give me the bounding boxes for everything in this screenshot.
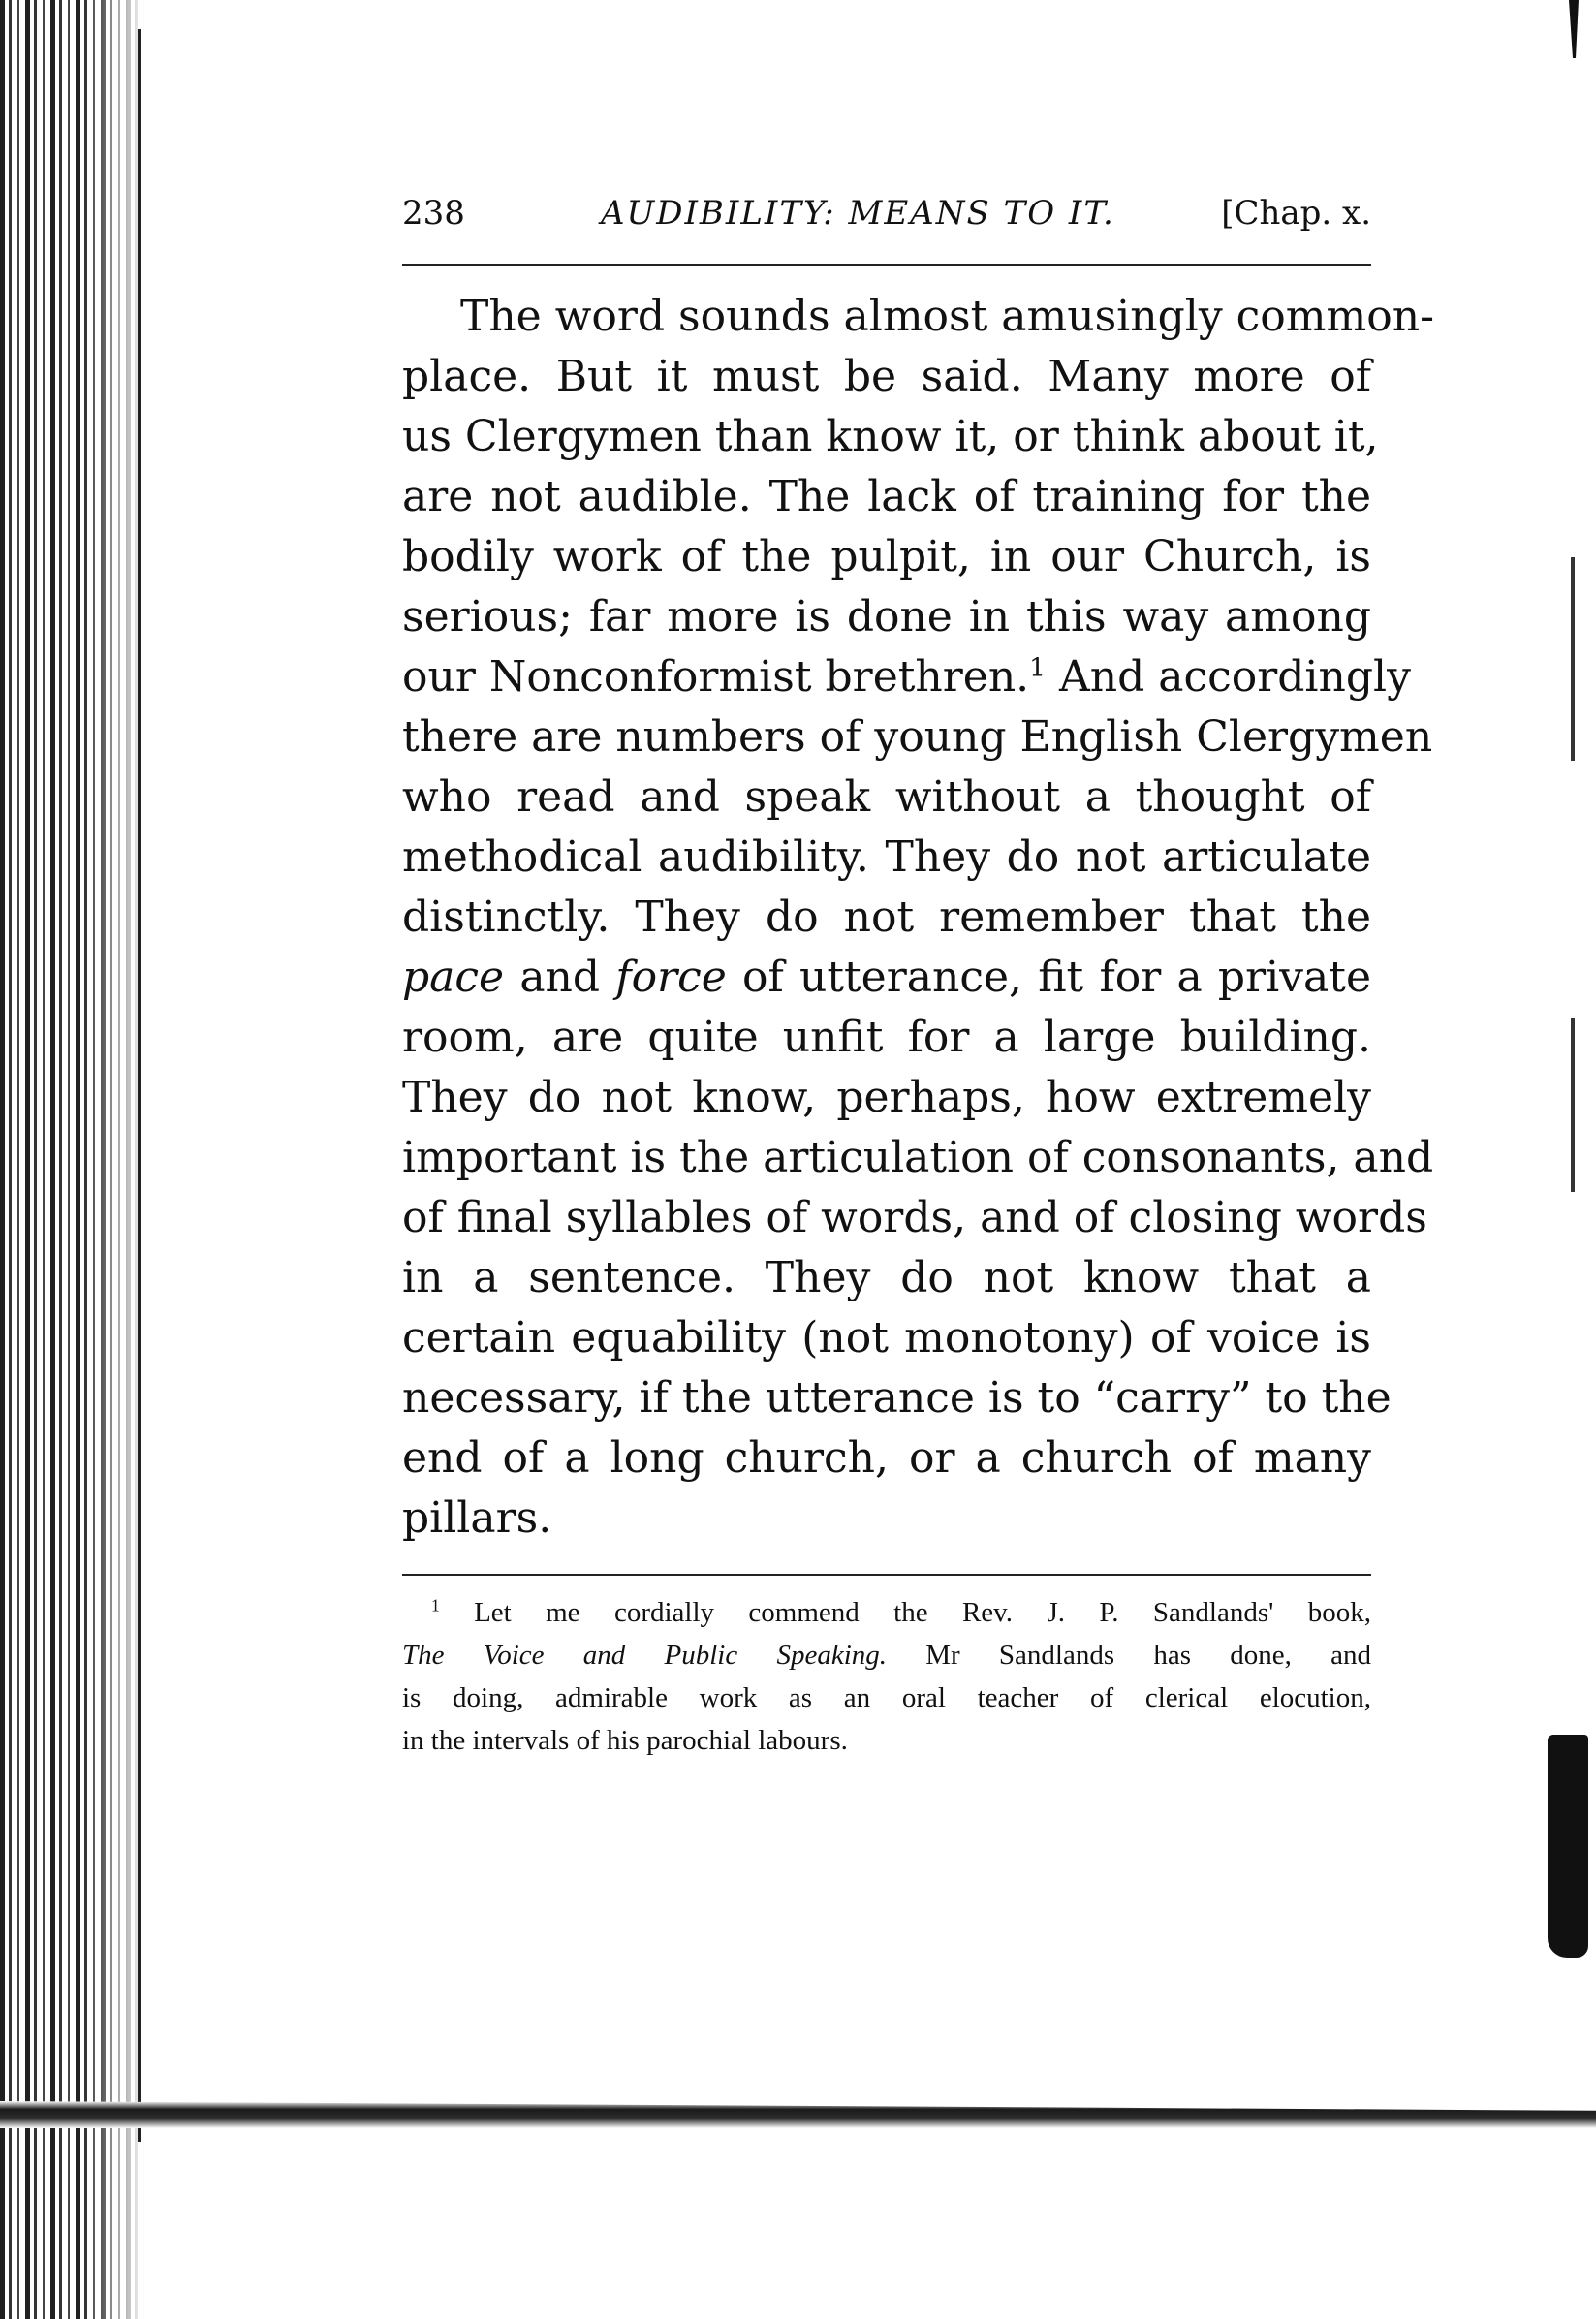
- text-segment: Mr Sandlands has done, and: [925, 1640, 1372, 1671]
- text-line: [402, 948, 1371, 1008]
- footnote-marker: 1: [431, 1595, 440, 1615]
- footnote-line: [402, 1591, 1371, 1634]
- text-line: are not audible. The lack of training for the: [402, 472, 1371, 521]
- footnote-line: [402, 1634, 1371, 1677]
- text-line: methodical audibility. They do not articulate: [402, 832, 1371, 882]
- scan-gutter-fade: [87, 0, 155, 2319]
- italic-word: force: [615, 953, 727, 1002]
- text-segment: our Nonconformist brethren.: [402, 652, 1030, 702]
- footnote-line: in the intervals of his parochial labours.: [402, 1725, 848, 1756]
- running-head: [402, 184, 1371, 242]
- text-line: in a sentence. They do not know that a: [402, 1253, 1371, 1302]
- text-segment: of utterance, fit for a private: [742, 953, 1371, 1002]
- text-line: important is the articulation of consonants, and: [402, 1133, 1434, 1182]
- footnote-rule: [402, 1574, 1371, 1576]
- text-line: of final syllables of words, and of closing words: [402, 1193, 1427, 1242]
- text-line: certain equability (not monotony) of voice is: [402, 1313, 1371, 1363]
- footnote: [402, 1591, 1371, 1762]
- scan-gutter-line: [138, 29, 141, 2142]
- footnote-line: is doing, admirable work as an oral teacher of clerical elocution,: [402, 1682, 1371, 1713]
- text-line: They do not know, perhaps, how extremely: [402, 1073, 1371, 1122]
- scan-right-mark: [1571, 1018, 1575, 1192]
- text-line: place. But it must be said. Many more of: [402, 352, 1371, 401]
- text-line: room, are quite unfit for a large building.: [402, 1013, 1371, 1062]
- scan-right-mark: [1571, 557, 1575, 761]
- chapter-reference: [Chap. x.: [1221, 194, 1371, 233]
- text-segment: Let me cordially commend the Rev. J. P. Sandlands' book,: [474, 1597, 1371, 1628]
- book-page: [402, 184, 1434, 1762]
- scan-right-blob: [1548, 1735, 1588, 1958]
- text-line: necessary, if the utterance is to “carry” to the: [402, 1373, 1392, 1423]
- text-line: pillars.: [402, 1493, 552, 1543]
- text-line: end of a long church, or a church of many: [402, 1433, 1371, 1483]
- text-line: bodily work of the pulpit, in our Church, is: [402, 532, 1371, 581]
- text-line: The word sounds almost amusingly common-: [460, 292, 1434, 341]
- text-line: us Clergymen than know it, or think about it,: [402, 412, 1379, 461]
- page-number: 238: [402, 194, 465, 233]
- body-paragraph: [402, 287, 1434, 1549]
- text-line: distinctly. They do not remember that the: [402, 893, 1371, 942]
- italic-word: pace: [402, 953, 505, 1002]
- text-segment: And accordingly: [1058, 652, 1411, 702]
- text-line: who read and speak without a thought of: [402, 772, 1371, 822]
- text-segment: and: [519, 953, 601, 1002]
- text-line: serious; far more is done in this way among: [402, 592, 1371, 642]
- text-line: [402, 647, 1411, 707]
- book-title: The Voice and Public Speaking.: [402, 1640, 887, 1671]
- header-rule: [402, 264, 1371, 266]
- running-title: AUDIBILITY: MEANS TO IT.: [601, 194, 1115, 233]
- footnote-reference: 1: [1029, 652, 1046, 683]
- text-line: there are numbers of young English Clergymen: [402, 712, 1433, 762]
- scan-bottom-edge: [0, 2101, 1596, 2128]
- scan-top-right-mark: [1569, 0, 1579, 58]
